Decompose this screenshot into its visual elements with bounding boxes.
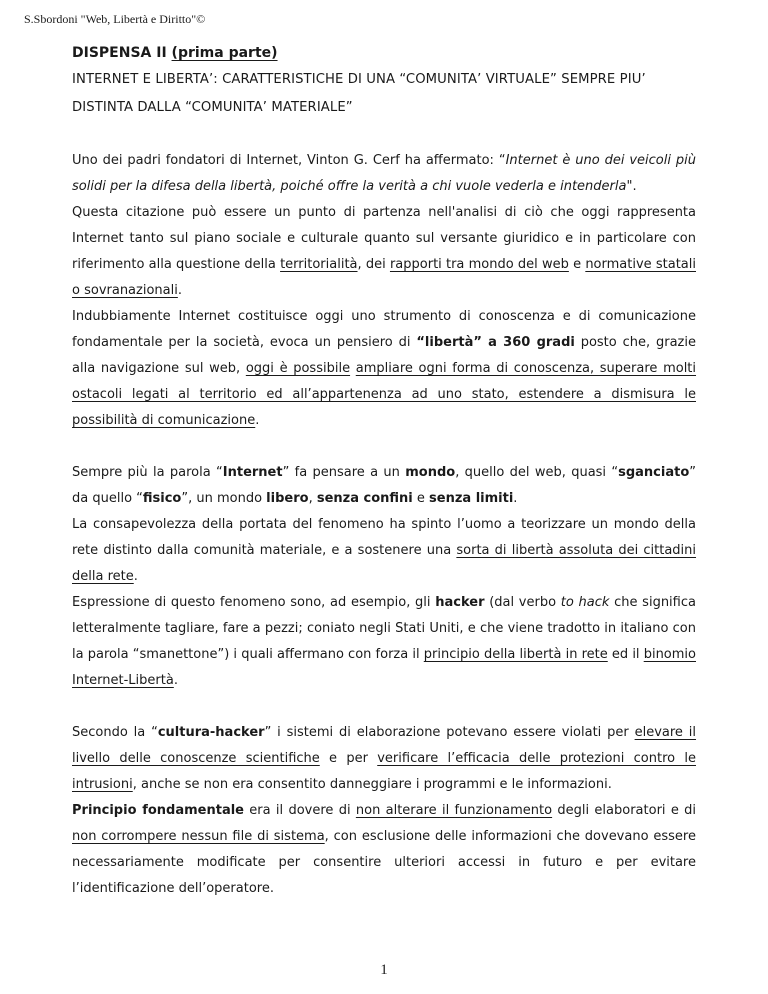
text-span: , quello del web, quasi “ xyxy=(455,465,619,480)
text-span: Indubbiamente Internet costituisce oggi uno strumento di conoscenza e di comunicazione fondamentale per la società, evoca un pensiero di xyxy=(72,309,696,350)
paragraph-5 xyxy=(72,512,696,590)
text-span: La consapevolezza della portata del fenomeno ha spinto l’uomo a teorizzare un mondo della rete distinto dalla comunità materiale, e a sostenere una xyxy=(72,517,696,558)
text-span: ". xyxy=(626,179,637,194)
running-header: S.Sbordoni "Web, Libertà e Diritto"© xyxy=(24,12,206,26)
text-span: e per xyxy=(319,751,378,766)
text-span: . xyxy=(133,569,138,584)
text-span: ” i sistemi di elaborazione potevano essere violati per xyxy=(264,725,635,740)
underlined-text: normative statali o sovranazionali xyxy=(72,257,696,298)
page-number: 1 xyxy=(380,962,388,978)
underlined-text: ampliare ogni forma di conoscenza, superare molti ostacoli legati al territorio ed all’appartenenza ad uno stato, estendere a dismisura le possibilità di comunicazione xyxy=(72,361,697,428)
text-span: , xyxy=(308,491,317,506)
text-span: Questa citazione può essere un punto di partenza nell'analisi di ciò che oggi rappresenta Internet tanto sul piano sociale e culturale quanto sul versante giuridico e in particolare con riferimento alla questione della xyxy=(72,205,696,272)
text-span: Espressione di questo fenomeno sono, ad esempio, gli xyxy=(72,595,436,610)
paragraph-1 xyxy=(72,148,696,200)
underlined-text: non corrompere nessun file di sistema xyxy=(72,829,325,844)
text-span: , dei xyxy=(357,257,390,272)
bold-text: Principio fondamentale xyxy=(72,803,244,818)
underlined-text: rapporti tra mondo del web xyxy=(389,257,569,272)
text-span: posto che, grazie alla navigazione sul web, xyxy=(72,335,696,376)
underlined-text: non alterare il funzionamento xyxy=(355,803,553,818)
italic-quote: Internet è uno dei veicoli più solidi per la difesa della libertà, poiché offre la verità a chi vuole vederla e intenderla xyxy=(72,153,696,194)
text-span: . xyxy=(255,413,260,428)
text-span: e xyxy=(412,491,430,506)
text-span: . xyxy=(177,283,182,298)
text-span: e xyxy=(568,257,586,272)
bold-text: cultura-hacker xyxy=(157,725,265,740)
paragraph-6 xyxy=(72,590,696,694)
paragraph-2 xyxy=(72,200,696,304)
text-span: , anche se non era consentito danneggiare i programmi e le informazioni. xyxy=(132,777,612,792)
document-title xyxy=(72,42,696,64)
document-body xyxy=(72,42,696,902)
underlined-text: oggi è possibile xyxy=(245,361,351,376)
text-span: ed il xyxy=(607,647,644,662)
text-span: che significa letteralmente tagliare, fare a pezzi; coniato negli Stati Uniti, e che viene tradotto in italiano con la parola “smanettone”) i quali affermano con forza il xyxy=(72,595,696,662)
text-span: ” fa pensare a un xyxy=(282,465,406,480)
bold-text: “libertà” a 360 gradi xyxy=(416,335,575,350)
bold-text: fisico xyxy=(142,491,182,506)
bold-text: senza confini xyxy=(316,491,413,506)
underlined-text: verificare l’efficacia delle protezioni contro le intrusioni xyxy=(72,751,696,792)
text-span: Uno dei padri fondatori di Internet, Vinton G. Cerf ha affermato: “ xyxy=(72,153,506,168)
text-span: Secondo la “ xyxy=(72,725,158,740)
text-span: . xyxy=(173,673,178,688)
text-span: Sempre più la parola “ xyxy=(72,465,223,480)
paragraph-3 xyxy=(72,304,696,434)
bold-text: Internet xyxy=(222,465,283,480)
text-span: , con esclusione delle informazioni che dovevano essere necessariamente modificate per consentire ulteriori accessi in futuro e per evitare l’identificazione dell’operatore. xyxy=(72,829,696,896)
underlined-text: elevare il livello delle conoscenze scientifiche xyxy=(72,725,697,766)
paragraph-7 xyxy=(72,720,696,798)
bold-text: hacker xyxy=(435,595,485,610)
text-span: degli elaboratori e di xyxy=(552,803,696,818)
text-span: . xyxy=(513,491,518,506)
underlined-text: territorialità xyxy=(280,257,358,272)
document-subtitle: INTERNET E LIBERTA’: CARATTERISTICHE DI UNA “COMUNITA’ VIRTUALE” SEMPRE PIU’ DISTINTA DALLA “COMUNITA’ MATERIALE” xyxy=(72,72,646,115)
text-span: (dal verbo xyxy=(484,595,561,610)
bold-text: sganciato xyxy=(618,465,690,480)
paragraph-8 xyxy=(72,798,696,902)
paragraph-4 xyxy=(72,460,696,512)
underlined-text: binomio Internet-Libertà xyxy=(72,647,696,688)
text-span: ” da quello “ xyxy=(72,465,697,506)
bold-text: mondo xyxy=(405,465,456,480)
text-span: era il dovere di xyxy=(244,803,356,818)
text-span: ”, un mondo xyxy=(181,491,267,506)
underlined-text: principio della libertà in rete xyxy=(423,647,608,662)
italic-text: to hack xyxy=(560,595,610,610)
bold-text: libero xyxy=(266,491,309,506)
title-part: (prima parte) xyxy=(171,45,278,61)
bold-text: senza limiti xyxy=(429,491,514,506)
underlined-text: sorta di libertà assoluta dei cittadini della rete xyxy=(72,543,697,584)
title-main: DISPENSA II xyxy=(72,45,172,61)
